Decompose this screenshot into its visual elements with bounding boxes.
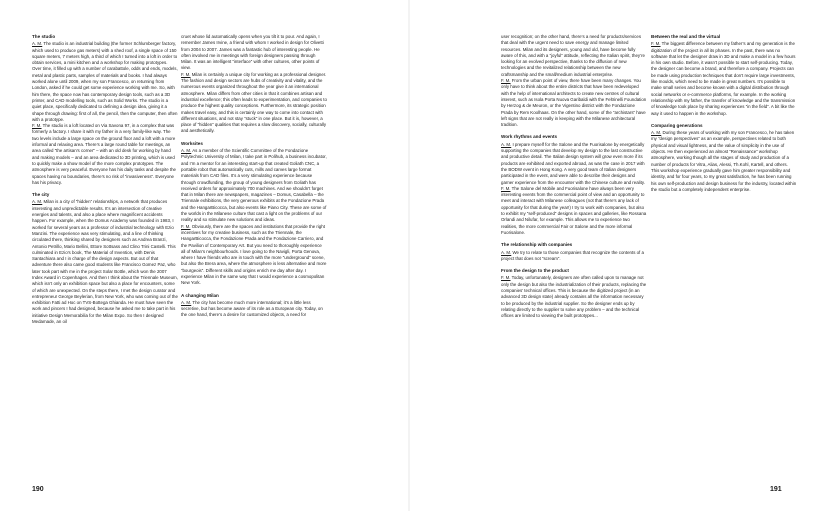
section-heading: A changing Milan bbox=[181, 292, 219, 298]
section-heading: Between the real and the virtual bbox=[651, 34, 721, 39]
section-heading: The city bbox=[32, 192, 50, 198]
left-page-column-2 bbox=[181, 34, 327, 325]
speaker-initials: F. M. bbox=[181, 223, 191, 229]
right-page-column-1 bbox=[501, 34, 647, 325]
speaker-initials: A. M. bbox=[501, 249, 512, 255]
paragraph-text: cruet whose lid automatically opens when you tilt it to pour. And again, I remember James Irvine, a friend with whom I worked in design for Olivetti from 2004 to 2007. James was a fantastic hub of interesting people. He often involved me in meetings with foreign designers passing through Milan. It was an intelligent “interface” with other cultures, other points of view. bbox=[181, 34, 324, 71]
page-gutter bbox=[408, 0, 410, 511]
text-section bbox=[501, 242, 647, 262]
speaker-initials: A. M. bbox=[181, 148, 192, 154]
text-section bbox=[181, 141, 327, 287]
left-page-column-1 bbox=[32, 34, 178, 331]
paragraph-text: Obviously, there are the spaces and institutions that provide the right incentives for my creative business, such as the Triennale, the HangarBicocca, the Fondazione Prada and the Fondazione Carriero, and the Pavilion of Contemporary Art. But you need to thoroughly experience all of Milan’s neighbourhoods. I love going to the Navigli, Porta Genova, where I have friends who are in touch with the more “underground” scene, but also the Brera area, where the atmosphere is less alternative and more “bourgeois”. Different skills and origins enrich me day after day. I experience Milan in the same way that I would experience a cosmopolitan New York. bbox=[181, 223, 327, 286]
page-number-right: 191 bbox=[770, 486, 782, 493]
paragraph bbox=[32, 199, 178, 325]
speaker-initials: F. M. bbox=[32, 123, 42, 129]
text-section bbox=[181, 293, 327, 319]
paragraph bbox=[501, 186, 647, 236]
paragraph bbox=[181, 72, 327, 135]
section-heading: Comparing generations bbox=[651, 122, 703, 128]
text-section bbox=[181, 34, 327, 135]
paragraph-text: During these years of working with my son Francesco, he has taken my “design perspectives” as an example, perspectives related to both physical and visual lightness, and the value of simplicity in the use of objects. He then experienced an almost “Renaissance” workshop atmosphere, working though all the stages of study and production of a number of products for Vitra, Alias, Alessi, Th.Kohl, Kartell, and others. This workshop experience gradually gave him greater responsibility and identity, and for four years, to my great satisfaction, he has been running his own self-production and design business for the industry, located within the studio but a completely independent enterprise. bbox=[651, 130, 797, 192]
page-number-left: 190 bbox=[32, 486, 44, 493]
section-heading: The relationship with companies bbox=[501, 242, 573, 248]
paragraph bbox=[181, 34, 327, 72]
right-page-column-2 bbox=[651, 34, 797, 199]
speaker-initials: F. M. bbox=[501, 275, 511, 281]
paragraph-text: Milan is certainly a unique city for working as a professional designer. The fashion and design sectors are hubs of creativity and vitality, and the numerous events organized throughout the year give it an international atmosphere. Milan differs from other cities in that it combines artisan and industrial excellence; this often leads to experimentation, and companies to produce the highest quality conceptions. Furthermore, its strategic position makes travel easy, and this is certainly one way to come into contact with different situations, and not stay “stuck” in one place. But it is, however, a place of “hidden” qualities that requires a slow discovery, socially, culturally and aesthetically. bbox=[181, 71, 327, 134]
speaker-initials: F. M. bbox=[501, 78, 511, 84]
paragraph-text: Milan is a city of “hidden” relationships, a network that produces interesting and unpredictable results. It’s an intersection of creative energies and talents, and also a place where magnificent accidents happen. For example, when the Domus Academy was founded in 1983, I worked for several years as a professor of industrial technology with Ezio Manzini. The experience was very stimulating, and a line of thinking circulated there, thinking shared by designers such as Andrea Branzi, Antonio Petrillo, Mario Bellini, Ettore Sottsass and Clino Trini Castelli. This culminated in Ezio’s book, The Material of Invention, with Denis Santachiara and I in charge of the design aspects. But out of that adventure there also came good students like Francisco Gomez Paz, who later took part with me in the project Solar Bottle, which won the 2007 Index Award in Copenhagen. And then I think about the Triennale Museum, which isn’t only an exhibition space but also a place for encounters, some of which are unexpected. On the steps there, I met the design curator and entrepreneur George Beylerian, from New York, who was coming out of the exhibition Fatti ad Hoc on TVS-Bottega Ghianda. He must have seen the work and pincers I had designed, because he asked me to take part in his initiative Design Memorabilia for the Milan Expo. So then I designed Medamade, an oil bbox=[32, 199, 178, 325]
paragraph-text: From the urban point of view, there have been many changes. You only have to think about the entire districts that have been redeveloped with the help of international architects to create new centres of cultural interest, such as Isola Porta Nuova Garibaldi with the Feltrinelli Foundation by Herzog & de Meuron, or the Vigentino district with the Fondazione Prada by Rem Koolhaas. On the other hand, some of the “archistars” have left signs that are not really in keeping with the Milanese architectural tradition. bbox=[501, 78, 647, 128]
speaker-initials: A. M. bbox=[651, 130, 662, 136]
section-heading: Work rhythms and events bbox=[501, 134, 558, 140]
section-heading: From the design to the product bbox=[501, 268, 569, 274]
speaker-initials: F. M. bbox=[501, 185, 511, 191]
speaker-initials: A. M. bbox=[181, 299, 192, 305]
paragraph bbox=[181, 148, 327, 224]
text-section bbox=[32, 192, 178, 325]
paragraph bbox=[181, 224, 327, 287]
paragraph bbox=[501, 275, 647, 319]
paragraph bbox=[501, 142, 647, 186]
paragraph bbox=[501, 250, 647, 263]
speaker-initials: F. M. bbox=[181, 71, 191, 77]
text-section bbox=[501, 268, 647, 319]
paragraph-text: Today, unfortunately, designers are often called upon to manage not only the design but also the industrialization of their products, replacing the companies’ technical offices. This is because the digitized project (in an advanced 3D design state) already contains all the information necessary to be produced by the industrial supplier. So the designer ends up by relating directly to the supplier to solve any problem – and the technical offices are limited to viewing the built prototypes... bbox=[501, 275, 647, 319]
text-section bbox=[651, 34, 797, 117]
paragraph-text: We try to relate to those companies that recognize the contents of a project that does not “scream”. bbox=[501, 249, 644, 261]
section-heading: Worksites bbox=[181, 140, 203, 146]
paragraph-text: The biggest difference between my father’s and my generation is the digitization of the project in all its phases. In the past, there was no software that let the designer draw in 3D and make a model in a few hours in his own studio. Before, it wasn’t possible to start self-producing. Today, the designer can become a brand, and therefore a company. Projects can be made using production techniques that don’t require large investments, like moulds, which need to be made in great numbers. It’s possible to make small series and become known with a digital distribution through social networks or e-commerce platforms, for example. In the working relationship with my father, the transfer of knowledge and the transmission of knowledge took place by sharing experiences “in the field”. A bit like the way it used to happen in the workshop. bbox=[651, 41, 796, 116]
paragraph bbox=[32, 123, 178, 186]
paragraph bbox=[651, 130, 797, 193]
paragraph-text: I prepare myself for the Salone and the Fuorisalone by energetically supporting the companies that develop my design to the last constructive and productive detail. The Italian design system will grow even more if its products are exhibited and exported abroad, as was the case in 2017 with the BODW event in Hong Kong. A very good team of Italian designers participated in the event, and were able to describe their designs and garner experience from the encounter with the Chinese culture and reality. bbox=[501, 141, 645, 185]
text-section bbox=[501, 134, 647, 236]
paragraph bbox=[181, 300, 327, 319]
paragraph-text: The Salone del Mobile and Fuorisalone have always been very interesting events from the commercial point of view and an opportunity to meet and interact with Milanese colleagues (not that there’s any lack of opportunity for that during the year!) I try to work with companies, but also to exhibit my “self-produced” designs in spaces and galleries, like Rossana Orlandi and Nilufar, for example. This allows me to experience two realities, the more commercial Fair or Salone and the more informal Fuorisalone. bbox=[501, 185, 647, 235]
paragraph-text: The city has become much more international; it’s a little less secretive, but has become aware of its role as a European city. Today, on the one hand, there’s a desire for customized objects, a need for bbox=[181, 299, 323, 318]
speaker-initials: A. M. bbox=[32, 199, 43, 205]
paragraph-text: The studio is an industrial building (the former Schlumberger factory, which used to produce gas meters) with a shed roof, a single space of 150 square meters, 7 meters high, a third of which I turned into a loft in order to obtain services, a mini kitchen and a workshop for making prototypes. Over time, it filled up with a number of carabattole, odds and ends, models, metal and plastic parts, samples of materials and books. I had always worked alone until 2009, when my son Francesco, on returning from London, asked if he could get some experience working with me. So, with him there, the space now has contemporary design tools, such as a 3D printer, and CAD modelling tools, such as Solid Works. The studio is a quiet place, specifically dedicated to defining a design idea, giving it a shape through drawing: first of all, the pencil, then the computer, then often with a prototype. bbox=[32, 41, 178, 122]
speaker-initials: A. M. bbox=[501, 141, 512, 147]
text-section bbox=[32, 34, 178, 186]
text-section bbox=[501, 34, 647, 128]
paragraph bbox=[501, 34, 647, 78]
section-heading: The studio bbox=[32, 34, 56, 39]
paragraph bbox=[32, 41, 178, 123]
paragraph-text: As a member of the Scientific Committee of the Fondazione Polytechnic University of Milan, I take part in Polihub, a business incubator, and I’m a mentor for an interesting start-up that created Goliath CNC, a portable robot that automatically cuts, mills and carves large format materials from CAD files. It’s a very stimulating experience because through crowdfunding, the group of young designers from Goliath has received orders for approximately 700 machines. And we shouldn’t forget that in Milan there are newspapers, magazines – Domus, Casabella – the Triennale exhibitions, the very generous exhibits at the Fondazione Prada and the HangarBicocca, but also events like Piano City. These are some of the worlds in the Milanese culture that cast a light on the problems of our reality and so stimulate new solutions and ideas. bbox=[181, 148, 327, 223]
speaker-initials: A. M. bbox=[32, 41, 43, 47]
paragraph bbox=[501, 78, 647, 128]
paragraph bbox=[651, 41, 797, 117]
paragraph-text: The studio is a loft located on Via Savona 97, in a complex that was formerly a factory. I share it with my father in a very family-like way. The two levels include a large space on the ground floor and a loft with a more informal and relaxing area. There’s a large round table for meetings, an area called “the artisan’s corner” – with an old desk for working by hand and making models – and an area dedicated to 3D printing, which is used to quickly make a show model of the more complex prototypes. The atmosphere is very peaceful. Everyone has his daily tasks and despite the spaces having no boundaries, there’s no risk of “invasiveness”. Everyone has his privacy. bbox=[32, 123, 176, 185]
speaker-initials: F. M. bbox=[651, 41, 661, 47]
text-section bbox=[651, 123, 797, 193]
paragraph-text: user recognition; on the other hand, there’s a need for products/services that deal with the urgent need to save energy and manage limited resources. Milan and its designers, young and old, have become fully aware of this, and with a “joyful” attitude, reflecting the Italian spirit, they’re looking for an evolved perspective, thanks to the diffusion of new technologies and the revitalized relationship between the new craftsmanship and the small/medium industrial enterprise. bbox=[501, 34, 645, 77]
